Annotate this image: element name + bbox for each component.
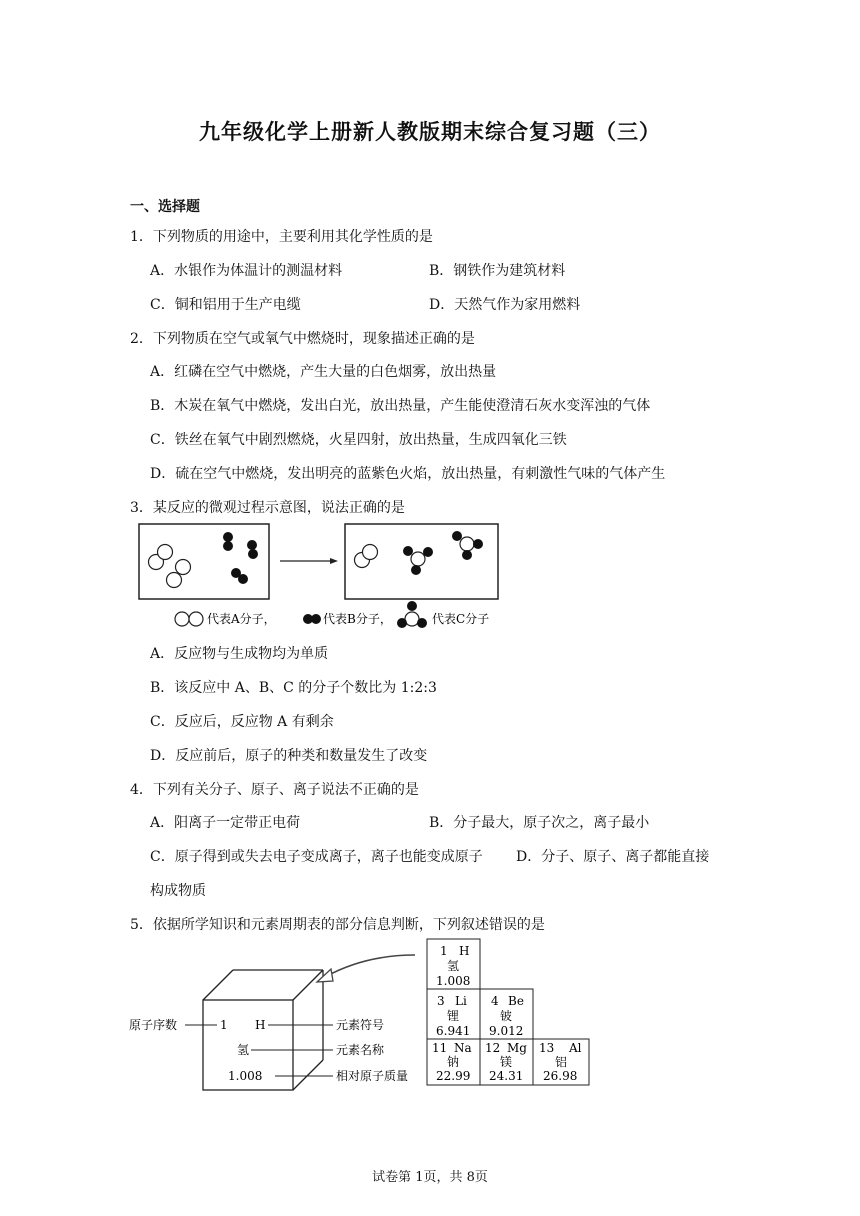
a-atom xyxy=(158,545,173,560)
question-2-option-b[interactable]: B．木炭在氧气中燃烧，发出白光，放出热量，产生能使澄清石灰水变浑浊的气体 xyxy=(150,398,651,414)
question-2-option-d[interactable]: D．硫在空气中燃烧，发出明亮的蓝紫色火焰，放出热量，有刺激性气味的气体产生 xyxy=(150,466,666,482)
cell-na-symbol: Na xyxy=(454,1041,472,1055)
question-1-option-b[interactable]: B．钢铁作为建筑材料 xyxy=(429,263,566,279)
label-element-name: 元素名称 xyxy=(336,1043,385,1057)
cell-mg-mass: 24.31 xyxy=(489,1069,524,1083)
question-3-stem: 3．某反应的微观过程示意图，说法正确的是 xyxy=(130,500,405,516)
cell-be-number: 4 xyxy=(491,994,499,1008)
question-1-option-c[interactable]: C．铜和铝用于生产电缆 xyxy=(150,297,301,313)
question-4-option-b[interactable]: B．分子最大，原子次之，离子最小 xyxy=(429,815,650,831)
cell-be-mass: 9.012 xyxy=(489,1024,524,1038)
label-atomic-mass: 相对原子质量 xyxy=(336,1069,409,1083)
cell-h-mass: 1.008 xyxy=(436,974,471,988)
b-atom xyxy=(223,541,233,551)
curved-arrow xyxy=(325,955,415,977)
arrow-head xyxy=(330,558,338,564)
question-2-stem: 2．下列物质在空气或氧气中燃烧时，现象描述正确的是 xyxy=(130,331,475,347)
cube-atomic-mass: 1.008 xyxy=(228,1069,263,1083)
a-atom xyxy=(167,573,182,588)
cube-atomic-number: 1 xyxy=(220,1018,228,1032)
question-3-option-c[interactable]: C．反应后，反应物 A 有剩余 xyxy=(150,714,334,730)
question-4-stem: 4．下列有关分子、原子、离子说法不正确的是 xyxy=(130,782,419,798)
cube-element-symbol: H xyxy=(255,1018,266,1032)
question-4-option-d-continued: 构成物质 xyxy=(150,883,206,899)
cell-be-symbol: Be xyxy=(508,994,524,1008)
legend-b-label: 代表B分子， xyxy=(323,612,392,626)
question-3-option-b[interactable]: B．该反应中 A、B、C 的分子个数比为 1:2:3 xyxy=(150,680,437,696)
cell-h-name: 氢 xyxy=(447,959,460,973)
question-1-option-d[interactable]: D．天然气作为家用燃料 xyxy=(429,297,581,313)
cell-al-name: 铝 xyxy=(555,1055,568,1069)
cell-h-number: 1 xyxy=(440,944,448,958)
legend-b-symbol xyxy=(303,614,321,624)
c-molecule xyxy=(403,546,433,575)
a-atom xyxy=(176,560,191,575)
cell-mg-name: 镁 xyxy=(500,1055,513,1069)
cell-al-symbol: Al xyxy=(569,1041,582,1055)
cell-h-symbol: H xyxy=(459,944,470,958)
question-2-option-a[interactable]: A．红磷在空气中燃烧，产生大量的白色烟雾，放出热量 xyxy=(150,364,497,380)
question-4-option-a[interactable]: A．阳离子一定带正电荷 xyxy=(150,815,301,831)
curved-arrow-head xyxy=(317,969,333,982)
label-element-symbol: 元素符号 xyxy=(336,1018,385,1032)
reaction-micro-diagram xyxy=(130,522,510,634)
cell-mg-symbol: Mg xyxy=(507,1041,527,1055)
legend-c-symbol xyxy=(397,601,427,628)
page-footer: 试卷第 1页，共 8页 xyxy=(372,1170,488,1185)
legend-a-label: 代表A分子， xyxy=(207,612,276,626)
cell-na-name: 钠 xyxy=(447,1055,460,1069)
cell-mg-number: 12 xyxy=(485,1041,501,1055)
question-5-stem: 5．依据所学知识和元素周期表的部分信息判断，下列叙述错误的是 xyxy=(130,917,545,933)
a-atom xyxy=(363,545,378,560)
b-atom xyxy=(247,540,257,550)
cell-al-mass: 26.98 xyxy=(543,1069,578,1083)
periodic-table-diagram xyxy=(125,937,600,1092)
legend-a-symbol xyxy=(175,612,203,626)
cell-na-mass: 22.99 xyxy=(436,1069,471,1083)
cell-li-name: 锂 xyxy=(447,1009,460,1023)
question-4-option-c[interactable]: C．原子得到或失去电子变成离子，离子也能变成原子 xyxy=(150,849,483,865)
cube-element-name: 氢 xyxy=(237,1043,250,1057)
c-molecule xyxy=(452,531,483,560)
cell-li-mass: 6.941 xyxy=(436,1024,471,1038)
cell-al-number: 13 xyxy=(539,1041,555,1055)
label-atomic-number: 原子序数 xyxy=(129,1018,178,1032)
b-atom xyxy=(248,549,258,559)
page-title: 九年级化学上册新人教版期末综合复习题（三） xyxy=(199,120,661,144)
question-3-option-d[interactable]: D．反应前后，原子的种类和数量发生了改变 xyxy=(150,748,428,764)
question-3-option-a[interactable]: A．反应物与生成物均为单质 xyxy=(150,646,329,662)
cell-li-symbol: Li xyxy=(455,994,467,1008)
cell-li-number: 3 xyxy=(437,994,445,1008)
cell-na-number: 11 xyxy=(432,1041,448,1055)
legend-c-label: 代表C分子 xyxy=(432,612,490,626)
b-atom xyxy=(223,532,233,542)
section-heading: 一、选择题 xyxy=(130,199,200,215)
question-2-option-c[interactable]: C．铁丝在氧气中剧烈燃烧，火星四射，放出热量，生成四氧化三铁 xyxy=(150,432,567,448)
question-4-option-d[interactable]: D．分子、原子、离子都能直接 xyxy=(516,849,710,865)
cell-be-name: 铍 xyxy=(500,1009,513,1023)
question-1-stem: 1．下列物质的用途中，主要利用其化学性质的是 xyxy=(130,229,433,245)
b-atom xyxy=(238,574,248,584)
question-1-option-a[interactable]: A．水银作为体温计的测温材料 xyxy=(150,263,343,279)
